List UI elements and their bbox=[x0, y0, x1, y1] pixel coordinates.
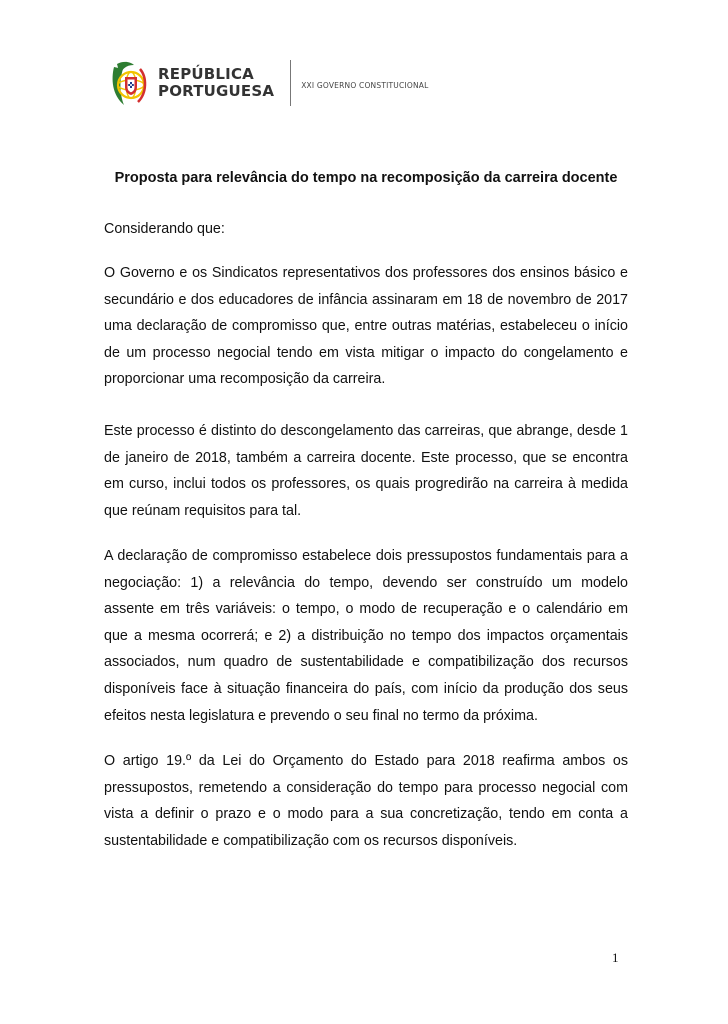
republic-name-line2: PORTUGUESA bbox=[158, 82, 275, 100]
republic-name-line1: REPÚBLICA bbox=[158, 65, 254, 83]
paragraph: O artigo 19.º da Lei do Orçamento do Estado para 2018 reafirma ambos os pressupostos, remetendo a consideração do tempo para processo negocial com vista a definir o prazo e o modo para a sua concretização, tendo em conta a sustentabilidade e compatibilização com os recursos disponíveis. bbox=[104, 753, 628, 849]
header-divider bbox=[290, 60, 291, 106]
paragraph: Este processo é distinto do descongelamento das carreiras, que abrange, desde 1 de janeiro de 2018, também a carreira docente. Este processo, que se encontra em curso, inclui todos os professores, os quais progredirão na carreira à medida que reúnam requisitos para tal. bbox=[104, 423, 628, 519]
document-title: Proposta para relevância do tempo na recomposição da carreira docente bbox=[114, 170, 618, 186]
portuguese-republic-emblem-icon bbox=[110, 59, 148, 107]
republic-name bbox=[158, 66, 274, 100]
header-logo bbox=[110, 58, 428, 108]
paragraph: A declaração de compromisso estabelece dois pressupostos fundamentais para a negociação: 1) a relevância do tempo, devendo ser construído um modelo assente em três variáveis: o tempo, o modo de recuperação e o calendário em que a mesma ocorrerá; e 2) a distribuição no tempo dos impactos orçamentais associados, num quadro de sustentabilidade e compatibilização dos recursos disponíveis face à situação financeira do país, com início da produção dos seus efeitos nesta legislatura e prevendo o seu final no termo da próxima. bbox=[104, 548, 628, 724]
paragraph: O Governo e os Sindicatos representativos dos professores dos ensinos básico e secundário e dos educadores de infância assinaram em 18 de novembro de 2017 uma declaração de compromisso que, entre outras matérias, estabeleceu o início de um processo negocial tendo em vista mitigar o impacto do congelamento e proporcionar uma recomposição da carreira. bbox=[104, 265, 628, 388]
page-number: 1 bbox=[612, 950, 619, 965]
intro-text: Considerando que: bbox=[104, 221, 225, 237]
government-name: XXI GOVERNO CONSTITUCIONAL bbox=[301, 80, 429, 90]
